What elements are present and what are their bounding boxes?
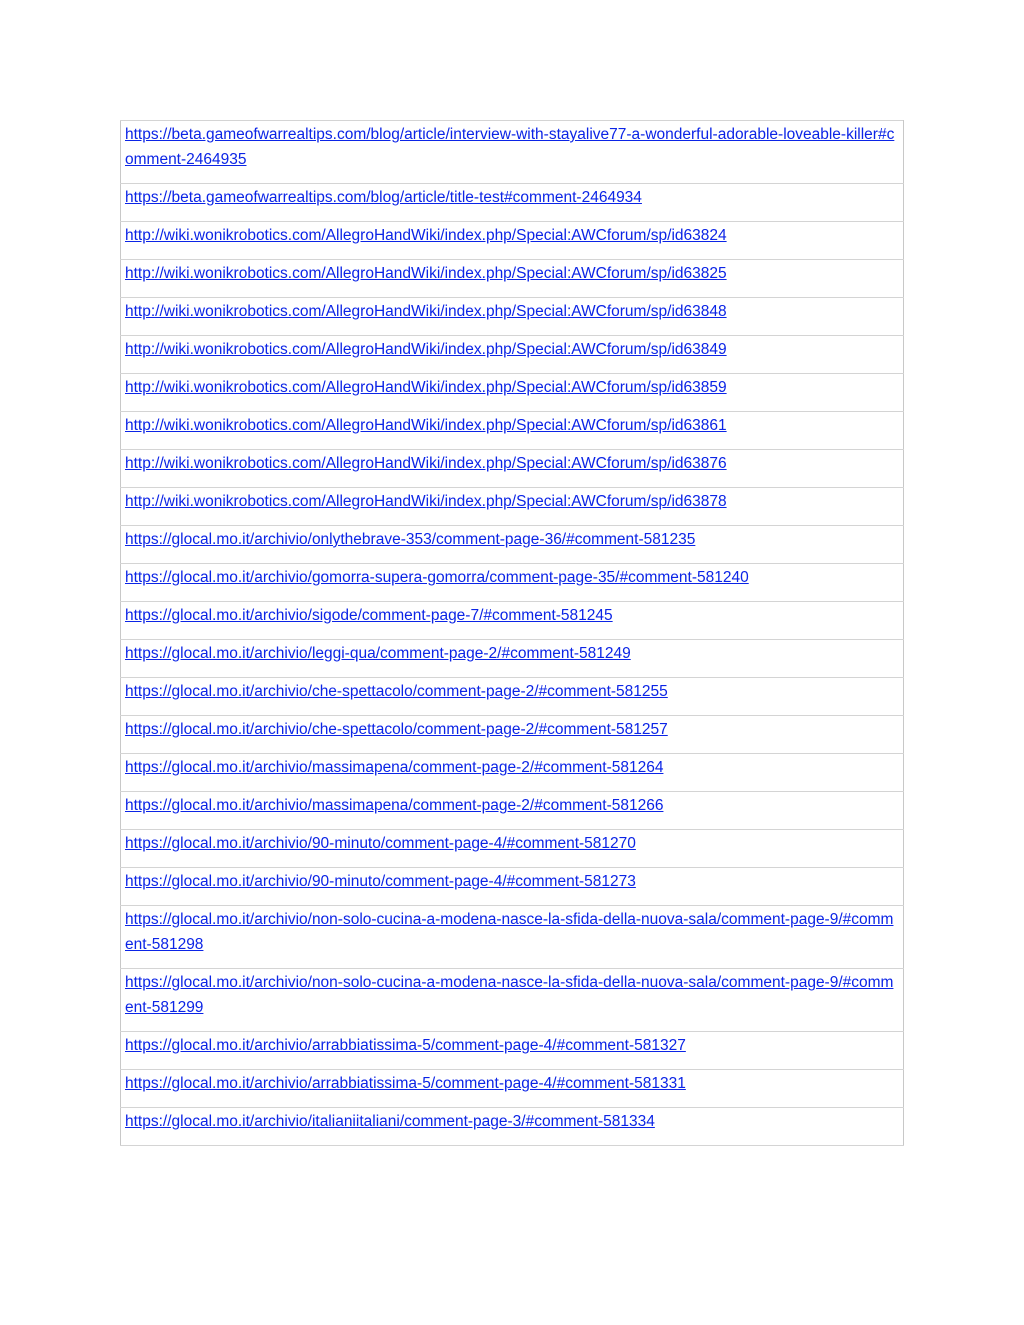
table-row bbox=[121, 868, 904, 906]
url-link[interactable]: https://glocal.mo.it/archivio/non-solo-cucina-a-modena-nasce-la-sfida-della-nuova-sala/comment-page-9/#comment-581299 bbox=[125, 974, 894, 1016]
table-cell bbox=[121, 754, 904, 792]
url-link[interactable]: https://glocal.mo.it/archivio/massimapena/comment-page-2/#comment-581266 bbox=[125, 797, 664, 814]
table-row bbox=[121, 374, 904, 412]
url-link[interactable]: https://glocal.mo.it/archivio/90-minuto/comment-page-4/#comment-581273 bbox=[125, 873, 636, 890]
table-row bbox=[121, 792, 904, 830]
url-link[interactable]: https://glocal.mo.it/archivio/che-spettacolo/comment-page-2/#comment-581255 bbox=[125, 683, 668, 700]
table-row bbox=[121, 184, 904, 222]
table-cell bbox=[121, 1070, 904, 1108]
url-link[interactable]: https://glocal.mo.it/archivio/onlythebrave-353/comment-page-36/#comment-581235 bbox=[125, 531, 696, 548]
table-cell bbox=[121, 374, 904, 412]
table-row bbox=[121, 450, 904, 488]
table-cell bbox=[121, 602, 904, 640]
table-row bbox=[121, 260, 904, 298]
table-cell bbox=[121, 1032, 904, 1070]
table-cell bbox=[121, 1108, 904, 1146]
table-row bbox=[121, 222, 904, 260]
table-cell bbox=[121, 260, 904, 298]
url-link[interactable]: https://glocal.mo.it/archivio/non-solo-cucina-a-modena-nasce-la-sfida-della-nuova-sala/comment-page-9/#comment-581298 bbox=[125, 911, 894, 953]
table-cell bbox=[121, 412, 904, 450]
table-cell bbox=[121, 336, 904, 374]
url-link[interactable]: http://wiki.wonikrobotics.com/AllegroHandWiki/index.php/Special:AWCforum/sp/id63849 bbox=[125, 341, 727, 358]
table-row bbox=[121, 564, 904, 602]
table-row bbox=[121, 336, 904, 374]
table-row bbox=[121, 1032, 904, 1070]
table-cell bbox=[121, 488, 904, 526]
table-row bbox=[121, 298, 904, 336]
url-link[interactable]: http://wiki.wonikrobotics.com/AllegroHandWiki/index.php/Special:AWCforum/sp/id63848 bbox=[125, 303, 727, 320]
table-row bbox=[121, 969, 904, 1032]
table-row bbox=[121, 678, 904, 716]
table-cell bbox=[121, 830, 904, 868]
table-cell bbox=[121, 121, 904, 184]
table-row bbox=[121, 1108, 904, 1146]
url-link[interactable]: https://glocal.mo.it/archivio/arrabbiatissima-5/comment-page-4/#comment-581327 bbox=[125, 1037, 686, 1054]
table-row bbox=[121, 754, 904, 792]
table-row bbox=[121, 716, 904, 754]
url-link[interactable]: https://glocal.mo.it/archivio/leggi-qua/comment-page-2/#comment-581249 bbox=[125, 645, 631, 662]
url-link[interactable]: http://wiki.wonikrobotics.com/AllegroHandWiki/index.php/Special:AWCforum/sp/id63859 bbox=[125, 379, 727, 396]
table-cell bbox=[121, 526, 904, 564]
url-link[interactable]: https://beta.gameofwarrealtips.com/blog/article/title-test#comment-2464934 bbox=[125, 189, 642, 206]
table-row bbox=[121, 412, 904, 450]
table-row bbox=[121, 121, 904, 184]
table-cell bbox=[121, 969, 904, 1032]
table-cell bbox=[121, 222, 904, 260]
url-link[interactable]: https://glocal.mo.it/archivio/massimapena/comment-page-2/#comment-581264 bbox=[125, 759, 664, 776]
url-link[interactable]: https://glocal.mo.it/archivio/sigode/comment-page-7/#comment-581245 bbox=[125, 607, 613, 624]
table-cell bbox=[121, 868, 904, 906]
table-cell bbox=[121, 640, 904, 678]
url-link[interactable]: http://wiki.wonikrobotics.com/AllegroHandWiki/index.php/Special:AWCforum/sp/id63876 bbox=[125, 455, 727, 472]
url-link[interactable]: https://beta.gameofwarrealtips.com/blog/article/interview-with-stayalive77-a-wonderful-adorable-loveable-killer#comment-2464935 bbox=[125, 126, 895, 168]
table-cell bbox=[121, 906, 904, 969]
table-row bbox=[121, 526, 904, 564]
url-link[interactable]: http://wiki.wonikrobotics.com/AllegroHandWiki/index.php/Special:AWCforum/sp/id63824 bbox=[125, 227, 727, 244]
table-row bbox=[121, 1070, 904, 1108]
url-link[interactable]: https://glocal.mo.it/archivio/arrabbiatissima-5/comment-page-4/#comment-581331 bbox=[125, 1075, 686, 1092]
url-link[interactable]: https://glocal.mo.it/archivio/gomorra-supera-gomorra/comment-page-35/#comment-581240 bbox=[125, 569, 749, 586]
url-link[interactable]: https://glocal.mo.it/archivio/che-spettacolo/comment-page-2/#comment-581257 bbox=[125, 721, 668, 738]
url-link[interactable]: https://glocal.mo.it/archivio/italianiitaliani/comment-page-3/#comment-581334 bbox=[125, 1113, 655, 1130]
table-cell bbox=[121, 184, 904, 222]
url-link[interactable]: http://wiki.wonikrobotics.com/AllegroHandWiki/index.php/Special:AWCforum/sp/id63825 bbox=[125, 265, 727, 282]
table-cell bbox=[121, 792, 904, 830]
table-cell bbox=[121, 450, 904, 488]
url-link[interactable]: http://wiki.wonikrobotics.com/AllegroHandWiki/index.php/Special:AWCforum/sp/id63861 bbox=[125, 417, 727, 434]
table-cell bbox=[121, 298, 904, 336]
table-row bbox=[121, 602, 904, 640]
table-cell bbox=[121, 678, 904, 716]
url-link[interactable]: http://wiki.wonikrobotics.com/AllegroHandWiki/index.php/Special:AWCforum/sp/id63878 bbox=[125, 493, 727, 510]
table-cell bbox=[121, 716, 904, 754]
url-link[interactable]: https://glocal.mo.it/archivio/90-minuto/comment-page-4/#comment-581270 bbox=[125, 835, 636, 852]
table-row bbox=[121, 488, 904, 526]
table-row bbox=[121, 906, 904, 969]
table-cell bbox=[121, 564, 904, 602]
table-row bbox=[121, 830, 904, 868]
url-list-table bbox=[120, 120, 904, 1146]
table-row bbox=[121, 640, 904, 678]
